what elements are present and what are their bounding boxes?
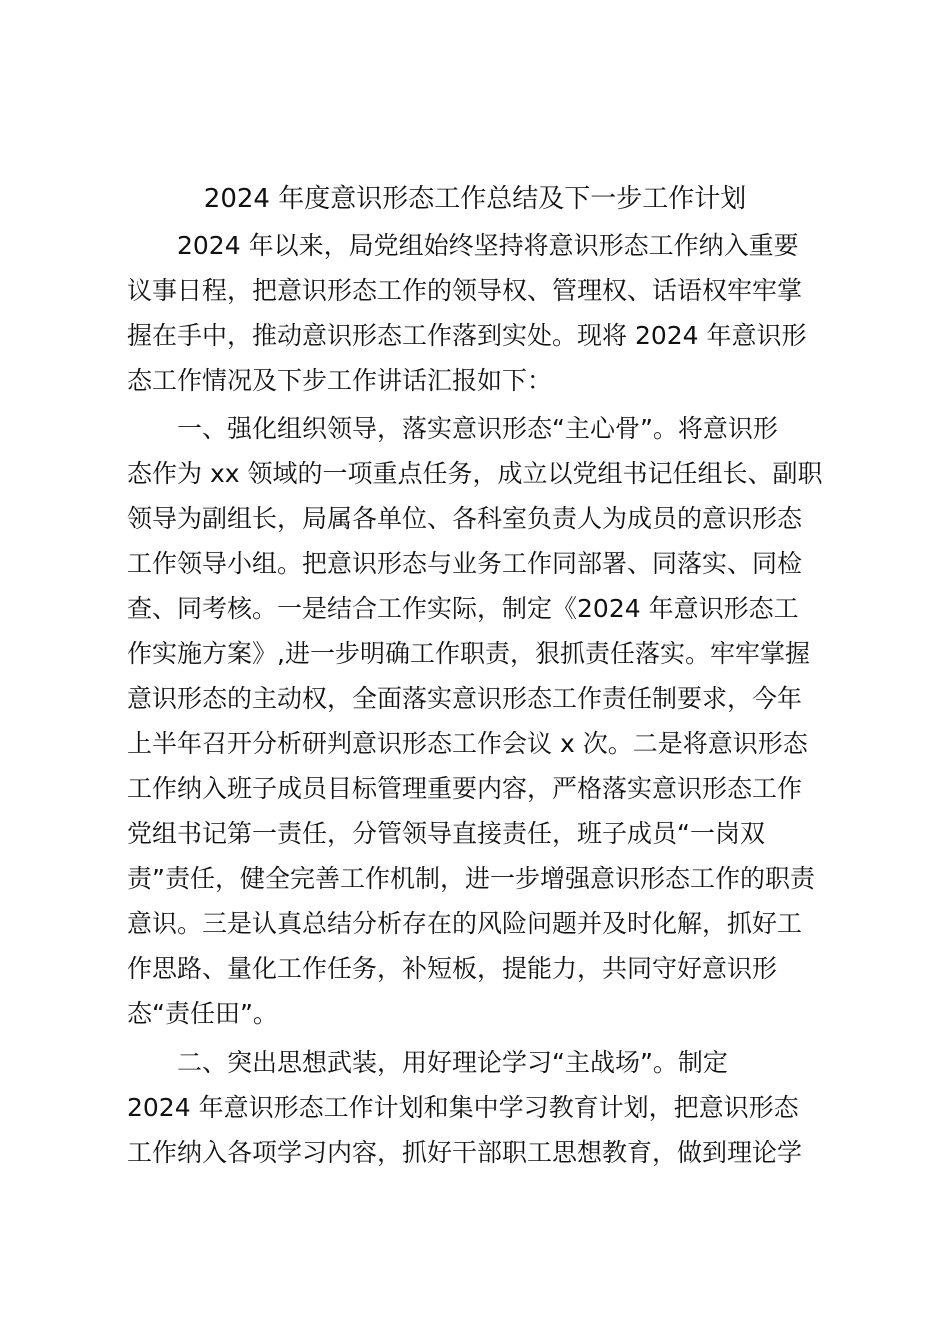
section-1-line-4: 工作领导小组。把意识形态与业务工作同部署、同落实、同检: [127, 549, 803, 578]
section-1-line-11: 责”责任，健全完善工作机制，进一步增强意识形态工作的职责: [127, 864, 815, 893]
paragraph-intro-line-3: 握在手中，推动意识形态工作落到实处。现将 2024 年意识形: [127, 321, 807, 350]
section-1-line-14: 态“责任田”。: [127, 999, 278, 1028]
section-1-line-5: 查、同考核。一是结合工作实际，制定《2024 年意识形态工: [127, 594, 799, 623]
section-1-line-1: 一、强化组织领导，落实意识形态“主心骨”。将意识形: [177, 414, 778, 443]
section-1-line-9: 工作纳入班子成员目标管理重要内容，严格落实意识形态工作: [127, 774, 803, 803]
section-1-line-3: 领导为副组长，局属各单位、各科室负责人为成员的意识形态: [127, 504, 803, 533]
paragraph-intro-line-4: 态工作情况及下步工作讲话汇报如下：: [127, 366, 553, 395]
section-2-line-1: 二、突出思想武装，用好理论学习“主战场”。制定: [177, 1048, 728, 1077]
document-title: 2024 年度意识形态工作总结及下一步工作计划: [203, 184, 747, 214]
section-1-line-7: 意识形态的主动权，全面落实意识形态工作责任制要求，今年: [127, 684, 803, 713]
document-body: [127, 223, 833, 1175]
section-1-line-2: 态作为 xx 领域的一项重点任务，成立以党组书记任组长、副职: [127, 459, 823, 488]
section-1-line-6: 作实施方案》,进一步明确工作职责，狠抓责任落实。牢牢掌握: [127, 639, 810, 668]
section-1-line-10: 党组书记第一责任，分管领导直接责任，班子成员“一岗双: [127, 819, 765, 848]
section-1-line-12: 意识。三是认真总结分析存在的风险问题并及时化解，抓好工: [127, 909, 803, 938]
paragraph-intro-line-2: 议事日程，把意识形态工作的领导权、管理权、话语权牢牢掌: [127, 276, 803, 305]
section-2-line-2: 2024 年意识形态工作计划和集中学习教育计划，把意识形态: [127, 1093, 799, 1122]
paragraph-intro-line-1: 2024 年以来，局党组始终坚持将意识形态工作纳入重要: [177, 231, 799, 260]
section-1-line-13: 作思路、量化工作任务，补短板，提能力，共同守好意识形: [127, 954, 778, 983]
section-2-line-3: 工作纳入各项学习内容，抓好干部职工思想教育，做到理论学: [127, 1138, 803, 1167]
section-1-line-8: 上半年召开分析研判意识形态工作会议 x 次。二是将意识形态: [127, 729, 808, 758]
